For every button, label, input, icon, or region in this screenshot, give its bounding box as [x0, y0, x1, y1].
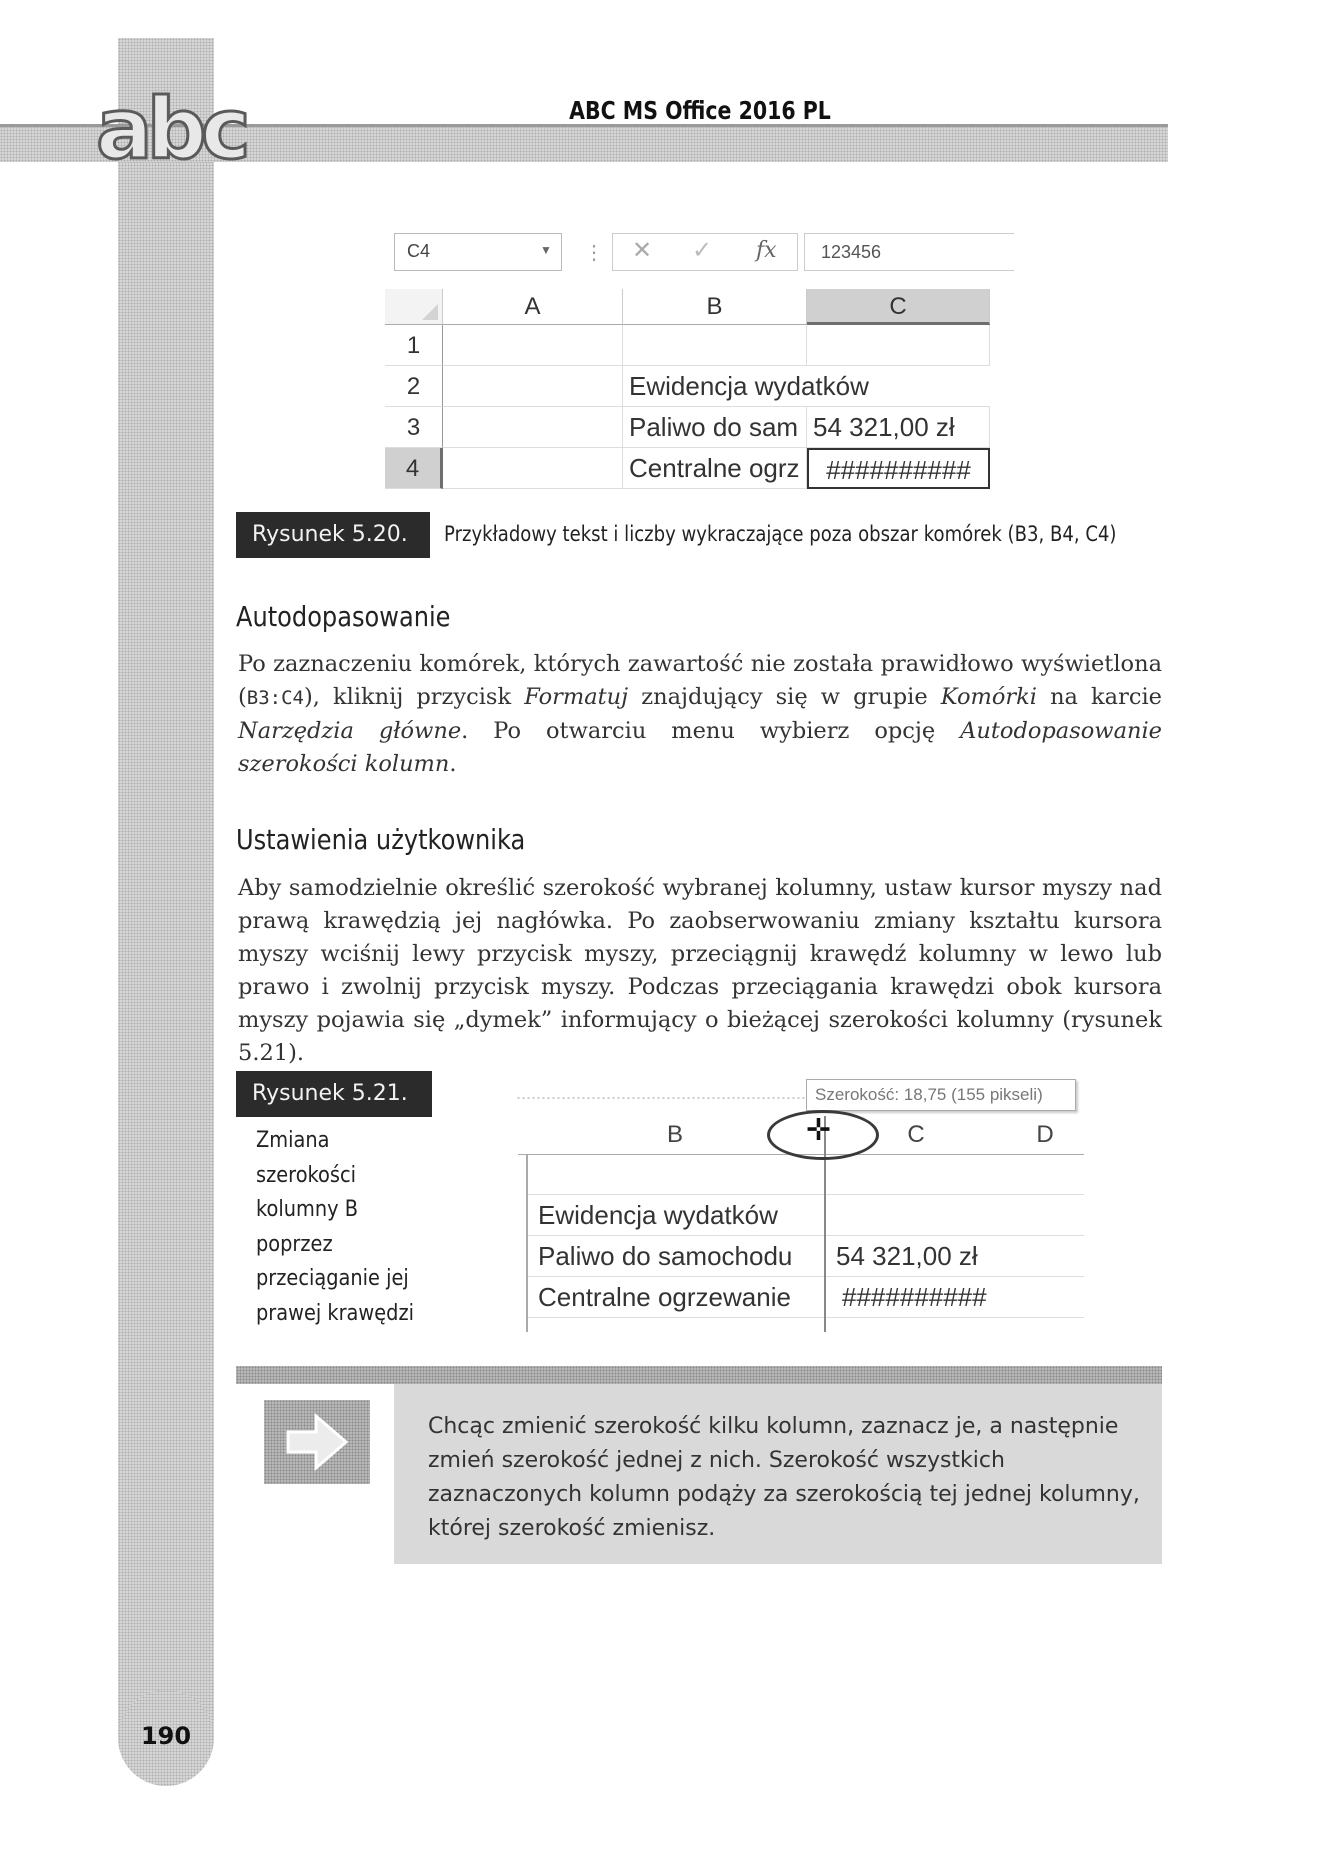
cell-c-row-3[interactable]: 54 321,00 zł: [826, 1236, 1084, 1277]
formula-bar[interactable]: 123456: [804, 233, 1014, 271]
cell-b4[interactable]: Centralne ogrz: [623, 448, 807, 489]
column-width-tooltip: Szerokość: 18,75 (155 pikseli): [806, 1079, 1076, 1111]
figure-label: Rysunek 5.21.: [236, 1071, 432, 1117]
column-header-d[interactable]: D: [1036, 1121, 1054, 1148]
cell-b-row-2[interactable]: Ewidencja wydatków: [528, 1195, 1084, 1236]
cell-a2[interactable]: [443, 366, 623, 407]
spreadsheet-grid: [385, 289, 990, 495]
tip-text: Chcąc zmienić szerokość kilku kolumn, zaznacz je, a następnie zmień szerokość jednej z nich. Szerokość wszystkich zaznaczonych kolumn podąży za szerokością tej jednej kolumny, której szerokość zmienisz.: [428, 1414, 1140, 1541]
cell-a1[interactable]: [443, 325, 623, 366]
name-box[interactable]: C4: [394, 233, 562, 271]
column-header-c[interactable]: C: [807, 289, 990, 325]
cell-c3[interactable]: 54 321,00 zł: [807, 407, 990, 448]
row-header-4[interactable]: 4: [385, 448, 443, 489]
resize-cursor-icon[interactable]: ✛: [806, 1113, 832, 1148]
section-heading: Autodopasowanie: [236, 600, 451, 633]
abc-logo: abc: [96, 80, 245, 178]
cell-b2[interactable]: Ewidencja wydatków: [623, 366, 990, 407]
column-header-c[interactable]: C: [907, 1121, 925, 1148]
column-header-b[interactable]: B: [666, 1121, 683, 1148]
cell-c1[interactable]: [807, 325, 990, 366]
figure-caption: Zmiana szerokości kolumny B poprzez przeciąganie jej prawej krawędzi: [256, 1128, 415, 1326]
section-heading: Ustawienia użytkownika: [236, 823, 526, 856]
divider: [516, 1097, 806, 1099]
cell-b-row-3[interactable]: Paliwo do samochodu: [528, 1236, 826, 1277]
page-number: 190: [140, 1722, 192, 1750]
cell-b1[interactable]: [623, 325, 807, 366]
column-header-a[interactable]: A: [443, 289, 623, 325]
column-header-b[interactable]: B: [623, 289, 807, 325]
arrow-right-icon: [264, 1400, 370, 1484]
row-header-2[interactable]: 2: [385, 366, 443, 407]
cell-a4[interactable]: [443, 448, 623, 489]
cell-c4-active[interactable]: ##########: [807, 448, 990, 489]
chevron-down-icon[interactable]: ▼: [540, 243, 552, 257]
cell-b-row-4[interactable]: Centralne ogrzewanie: [528, 1277, 826, 1318]
figure-label: Rysunek 5.20.: [236, 512, 430, 558]
check-icon[interactable]: ✓: [692, 237, 713, 264]
cell-c-row-4[interactable]: ##########: [826, 1277, 1084, 1318]
cell-a3[interactable]: [443, 407, 623, 448]
tip-band: [236, 1366, 1162, 1384]
body-paragraph: Aby samodzielnie określić szerokość wybranej kolumny, ustaw kursor myszy nad prawą krawędzią jej nagłówka. Po zaobserwowaniu zmiany kształtu kursora myszy wciśnij lewy przycisk myszy, przeciągnij krawędź kolumny w lewo lub prawo i zwolnij przycisk myszy. Podczas przeciągania krawędzi obok kursora myszy pojawia się „dymek” informujący o bieżącej szerokości kolumny (rysunek 5.21).: [238, 875, 1162, 1066]
running-title: ABC MS Office 2016 PL: [569, 96, 831, 125]
select-all-corner[interactable]: [385, 289, 443, 325]
cell-b3[interactable]: Paliwo do sam: [623, 407, 807, 448]
row-header-edge: [526, 1154, 528, 1332]
insert-function-icon[interactable]: fx: [756, 238, 777, 263]
cancel-icon[interactable]: ✕: [632, 237, 653, 264]
row-header-3[interactable]: 3: [385, 407, 443, 448]
margin-strip: [118, 38, 214, 1738]
formula-separator-icon: ⋮: [584, 242, 604, 264]
cell-row-1[interactable]: [528, 1154, 1084, 1195]
row-header-1[interactable]: 1: [385, 325, 443, 366]
body-paragraph: Po zaznaczeniu komórek, których zawartość nie została prawidłowo wyświetlona (B3:C4), kliknij przycisk Formatuj znajdujący się w grupie Komórki na karcie Narzędzia główne. Po otwarciu menu wybierz opcję Autodopasowanie szerokości kolumn.: [238, 651, 1162, 777]
figure-caption: Przykładowy tekst i liczby wykraczające poza obszar komórek (B3, B4, C4): [444, 522, 1117, 546]
